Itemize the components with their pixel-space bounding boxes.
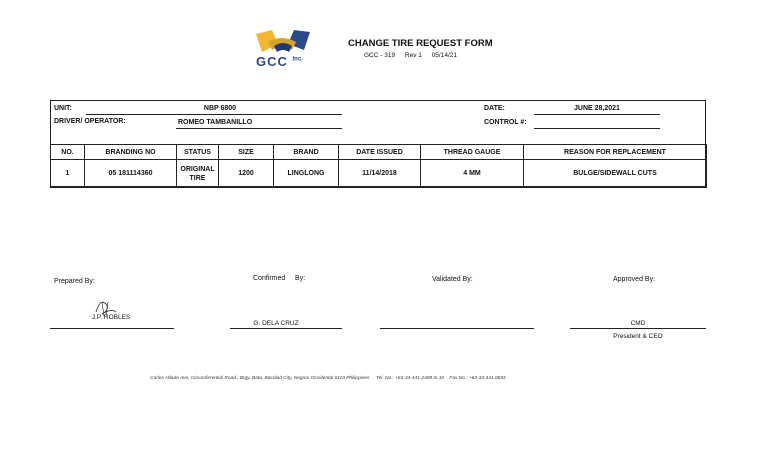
header-brand: BRAND <box>274 145 339 160</box>
cell-no: 1 <box>51 160 85 188</box>
approved-title: President & CEO <box>613 333 663 340</box>
validated-label: Validated By: <box>432 276 473 283</box>
footer-address <box>150 376 506 381</box>
cell-thread-gauge: 4 MM <box>421 160 524 188</box>
unit-value: NBP 6800 <box>203 105 237 112</box>
unit-label: UNIT: <box>54 105 72 112</box>
cell-size: 1200 <box>219 160 274 188</box>
approved-name: CMD <box>630 320 646 327</box>
approved-label: Approved By: <box>613 276 656 283</box>
unit-underline <box>86 114 342 115</box>
cell-reason: BULGE/SIDEWALL CUTS <box>524 160 707 188</box>
control-underline <box>534 128 660 129</box>
header-branding-no: BRANDING NO <box>85 145 177 160</box>
header-size: SIZE <box>219 145 274 160</box>
confirmed-name: G. DELA CRUZ <box>253 320 299 327</box>
logo-wordmark: GCC $^{Inc.}$ <box>256 54 303 69</box>
date-value: JUNE 28,2021 <box>574 105 620 112</box>
footer-tel: Tel. No.: +63-34-441-2409 to 10 <box>376 376 445 381</box>
table-header-row <box>51 145 707 160</box>
header-reason: REASON FOR REPLACEMENT <box>524 145 707 160</box>
tire-table <box>50 144 707 188</box>
control-label: CONTROL #: <box>484 119 527 126</box>
cell-branding-no: 05 181114360 <box>85 160 177 188</box>
cell-brand: LINGLONG <box>274 160 339 188</box>
date-label: DATE: <box>484 105 505 112</box>
header-no: NO. <box>51 145 85 160</box>
prepared-label: Prepared By: <box>54 278 95 285</box>
prepared-signature-line <box>50 328 174 329</box>
form-revision: Rev 1 <box>404 52 422 59</box>
footer-street: Carlos Hilado Ave, Circumferential Road., Brgy. Bata, Bacolod City, Negros Occidental 6110 Philippines <box>150 376 370 381</box>
approved-signature-line <box>570 328 706 329</box>
confirmed-signature-line <box>230 328 342 329</box>
form-date: 05/14/21 <box>431 52 457 59</box>
date-underline <box>534 114 660 115</box>
driver-label: DRIVER/ OPERATOR: <box>54 118 126 125</box>
form-title: CHANGE TIRE REQUEST FORM <box>348 38 493 49</box>
driver-value: ROMEO TAMBANILLO <box>178 119 253 126</box>
header-date-issued: DATE ISSUED <box>339 145 421 160</box>
cell-date-issued: 11/14/2018 <box>339 160 421 188</box>
prepared-name: J.P. ROBLES <box>91 314 131 321</box>
driver-underline <box>176 128 342 129</box>
validated-signature-line <box>380 328 534 329</box>
confirmed-label: Confirmed By: <box>253 275 306 282</box>
cell-status: ORIGINAL TIRE <box>177 160 219 188</box>
footer-fax: Fax No.: +63-34-441.0693 <box>449 376 506 381</box>
table-row <box>51 160 707 188</box>
form-code <box>364 52 465 59</box>
form-number: GCC - 319 <box>364 52 396 59</box>
header-thread-gauge: THREAD GAUGE <box>421 145 524 160</box>
header-status: STATUS <box>177 145 219 160</box>
